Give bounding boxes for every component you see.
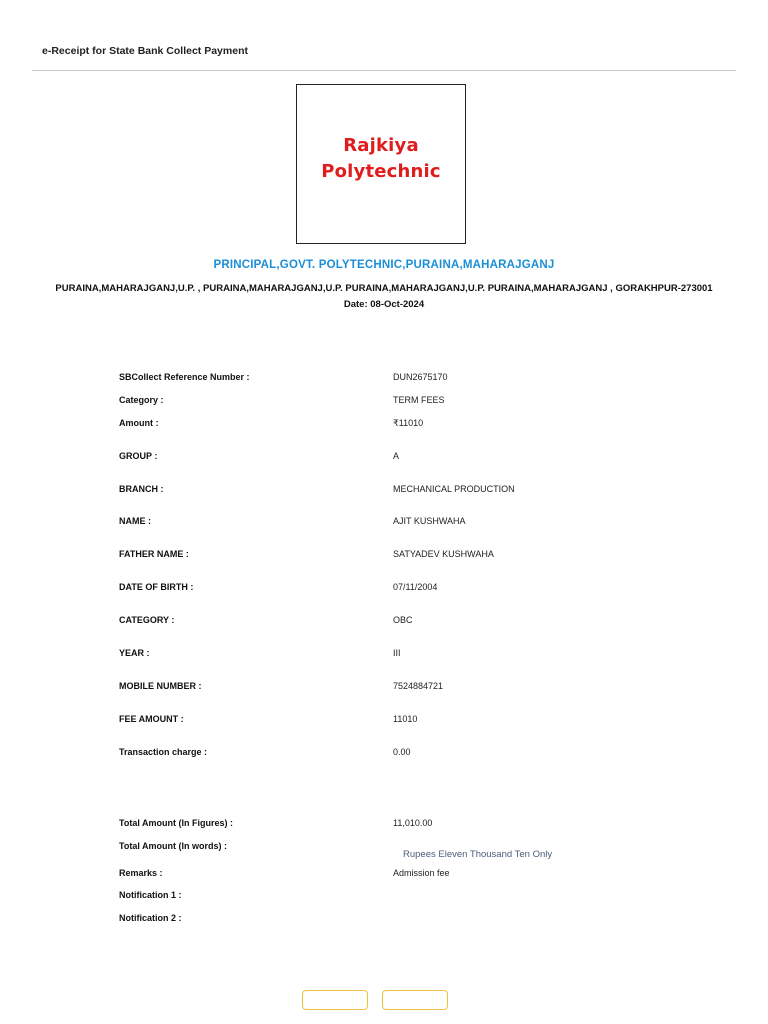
institute-logo xyxy=(296,84,466,244)
detail-label: BRANCH : xyxy=(119,484,164,494)
detail-row-fee-amount xyxy=(119,714,679,728)
detail-label: NAME : xyxy=(119,516,151,526)
notification2-label: Notification 2 : xyxy=(119,913,182,923)
detail-row-category xyxy=(119,395,679,409)
detail-value: 11010 xyxy=(393,714,418,724)
notification2-row xyxy=(119,913,679,927)
total-figures-label: Total Amount (In Figures) : xyxy=(119,818,233,828)
detail-label: SBCollect Reference Number : xyxy=(119,372,250,382)
detail-row-year xyxy=(119,648,679,662)
detail-value: A xyxy=(393,451,400,461)
detail-row-amount xyxy=(119,418,679,432)
page-header-title: e-Receipt for State Bank Collect Payment xyxy=(42,45,248,57)
detail-label: CATEGORY : xyxy=(119,615,175,625)
detail-value: 07/11/2004 xyxy=(393,582,438,592)
total-words-label: Total Amount (In words) : xyxy=(119,841,227,851)
detail-value: SATYADEV KUSHWAHA xyxy=(393,549,494,559)
download-button[interactable] xyxy=(382,990,448,1010)
detail-label: Amount : xyxy=(119,418,159,428)
detail-row-transaction-charge xyxy=(119,747,679,761)
remarks-value: Admission fee xyxy=(393,868,450,878)
header-divider xyxy=(32,70,736,71)
remarks-label: Remarks : xyxy=(119,868,163,878)
detail-value: TERM FEES xyxy=(393,395,445,405)
detail-label: YEAR : xyxy=(119,648,150,658)
detail-label: Transaction charge : xyxy=(119,747,208,757)
detail-row-mobile xyxy=(119,681,679,695)
detail-label: Category : xyxy=(119,395,164,405)
detail-value: MECHANICAL PRODUCTION xyxy=(393,484,515,494)
total-words-row xyxy=(119,841,679,855)
total-figures-value: 11,010.00 xyxy=(393,818,433,828)
detail-row-dob xyxy=(119,582,679,596)
detail-row-reference xyxy=(119,372,679,386)
detail-label: MOBILE NUMBER : xyxy=(119,681,202,691)
logo-text-line1: Rajkiya xyxy=(343,135,419,156)
notification1-row xyxy=(119,890,679,904)
print-button[interactable] xyxy=(302,990,368,1010)
total-figures-row xyxy=(119,818,679,832)
detail-row-branch xyxy=(119,484,679,498)
institute-name: PRINCIPAL,GOVT. POLYTECHNIC,PURAINA,MAHARAJGANJ xyxy=(213,259,555,271)
detail-row-caste-category xyxy=(119,615,679,629)
detail-row-father-name xyxy=(119,549,679,563)
detail-row-group xyxy=(119,451,679,465)
detail-row-name xyxy=(119,516,679,530)
logo-text-line2: Polytechnic xyxy=(321,161,441,182)
detail-value: AJIT KUSHWAHA xyxy=(393,516,466,526)
institute-address: PURAINA,MAHARAJGANJ,U.P. , PURAINA,MAHARAJGANJ,U.P. PURAINA,MAHARAJGANJ,U.P. PURAINA,MAHARAJGANJ , GORAKHPUR-273001 xyxy=(55,283,713,294)
detail-value: OBC xyxy=(393,615,413,625)
detail-value: III xyxy=(393,648,401,658)
detail-label: DATE OF BIRTH : xyxy=(119,582,194,592)
detail-label: FATHER NAME : xyxy=(119,549,189,559)
remarks-row xyxy=(119,868,679,882)
detail-value: DUN2675170 xyxy=(393,372,448,382)
total-words-value: Rupees Eleven Thousand Ten Only xyxy=(403,849,553,860)
detail-label: FEE AMOUNT : xyxy=(119,714,184,724)
detail-value: 7524884721 xyxy=(393,681,444,691)
receipt-date: Date: 08-Oct-2024 xyxy=(343,299,425,310)
detail-label: GROUP : xyxy=(119,451,158,461)
notification1-label: Notification 1 : xyxy=(119,890,182,900)
detail-value: 0.00 xyxy=(393,747,411,757)
detail-value: ₹11010 xyxy=(393,418,424,428)
